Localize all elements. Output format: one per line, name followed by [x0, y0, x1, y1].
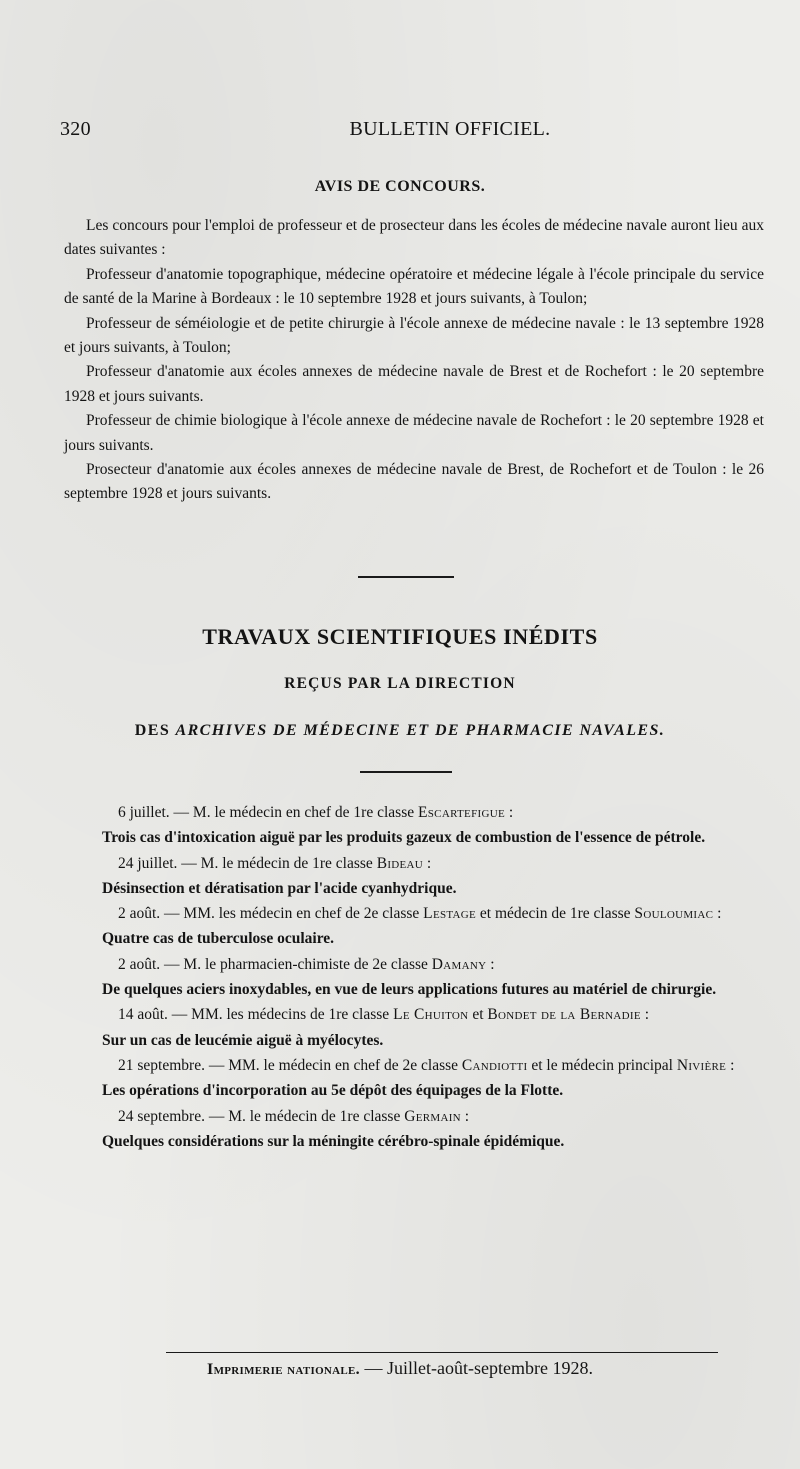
entry-author: Bideau [376, 854, 424, 872]
section-divider [360, 771, 452, 773]
section-subtitle: REÇUS PAR LA DIRECTION [284, 675, 516, 692]
entry-date: 21 septembre. — MM. le médecin en chef de 2e classe [118, 1056, 462, 1074]
entry-date: 6 juillet. — M. le médecin en chef de 1re classe [118, 804, 418, 821]
entries-list [80, 800, 770, 1154]
entry-suffix: : [423, 854, 432, 872]
entry-title: Quelques considérations sur la méningite cérébro-spinale épidémique. [102, 1132, 565, 1150]
notice-paragraph: Professeur de séméiologie et de petite chirurgie à l'école annexe de médecine navale : le 13 septembre 1928 et jours suivants, à Toulon; [64, 314, 764, 357]
entry-heading [80, 1104, 770, 1129]
entry-heading [80, 851, 770, 876]
entry-heading [80, 901, 770, 926]
entry-date: 2 août. — MM. les médecin en chef de 2e classe [118, 905, 424, 923]
notice-paragraph: Professeur de chimie biologique à l'école annexe de médecine navale de Rochefort : le 20 septembre 1928 et jours suivants. [64, 412, 764, 454]
section-divider [358, 576, 454, 578]
running-head [60, 118, 740, 148]
notice-body [64, 214, 764, 507]
notice-paragraph: Les concours pour l'emploi de professeur et de prosecteur dans les écoles de médecine navale auront lieu aux dates suivantes : [64, 217, 764, 259]
entry-suffix: : [504, 804, 514, 821]
entry-suffix: : [460, 1107, 470, 1125]
entry-title: Quatre cas de tuberculose oculaire. [102, 930, 335, 948]
entry-heading [80, 800, 770, 825]
entry-author: Candiotti [461, 1056, 528, 1074]
entry-heading [80, 1053, 770, 1078]
entry-title: Trois cas d'intoxication aiguë par les produits gazeux de combustion de l'essence de pétrole. [102, 829, 706, 847]
notice-paragraph: Prosecteur d'anatomie aux écoles annexes de médecine navale de Brest, de Rochefort et de Toulon : le 26 septembre 1928 et jours suivants. [64, 461, 764, 503]
section-subtitle-journal [0, 722, 800, 740]
entry-suffix: : [726, 1056, 735, 1074]
page-number: 320 [60, 118, 91, 140]
subtitle-prefix: DES [134, 722, 176, 739]
entry-suffix: et médecin de 1re classe [476, 905, 635, 923]
entry-suffix: : [640, 1006, 650, 1024]
entry-author: Nivière [676, 1056, 727, 1074]
entry-author: Bondet de la Bernadie [487, 1006, 641, 1024]
section-title: TRAVAUX SCIENTIFIQUES INÉDITS [202, 624, 598, 649]
imprint-footer [0, 1358, 800, 1379]
entry-date: 24 septembre. — M. le médecin de 1re classe [118, 1107, 405, 1125]
entry-heading [80, 952, 770, 977]
entry-author: Souloumiac [634, 905, 714, 923]
footer-separator: — [360, 1358, 387, 1378]
entry-title: Les opérations d'incorporation au 5e dépôt des équipages de la Flotte. [102, 1082, 564, 1100]
journal-title: BULLETIN OFFICIEL. [349, 118, 551, 140]
notice-title: AVIS DE CONCOURS. [314, 178, 486, 195]
entry-date: 2 août. — M. le pharmacien-chimiste de 2e classe [118, 955, 432, 973]
entry-title: Désinsection et dératisation par l'acide cyanhydrique. [102, 879, 457, 897]
entry-author: Escartefigue [418, 804, 505, 821]
entry-author: Le Chuiton [393, 1006, 469, 1024]
journal-name: ARCHIVES DE MÉDECINE ET DE PHARMACIE NAVALES. [175, 722, 666, 739]
entry-author: Lestage [423, 905, 477, 923]
entry-title: De quelques aciers inoxydables, en vue de leurs applications futures au matériel de chirurgie. [102, 981, 717, 999]
entry-author: Damany [431, 955, 487, 973]
notice-paragraph: Professeur d'anatomie topographique, médecine opératoire et médecine légale à l'école principale du service de santé de la Marine à Bordeaux : le 10 septembre 1928 et jours suivants, à Toulon; [64, 265, 764, 308]
printer-name: Imprimerie nationale. [207, 1361, 360, 1378]
entry-suffix: : [713, 905, 722, 923]
entry-heading [80, 1002, 770, 1027]
footer-date: Juillet-août-septembre 1928. [387, 1358, 593, 1378]
entry-title: Sur un cas de leucémie aiguë à myélocytes. [102, 1031, 384, 1049]
entry-date: 14 août. — MM. les médecins de 1re classe [118, 1006, 394, 1024]
entry-suffix: et [468, 1006, 488, 1024]
footer-rule [166, 1352, 718, 1353]
notice-paragraph: Professeur d'anatomie aux écoles annexes de médecine navale de Brest et de Rochefort : le 20 septembre 1928 et jours suivants. [64, 363, 764, 405]
entry-suffix: : [486, 955, 495, 973]
entry-author: Germain [404, 1107, 461, 1125]
entry-date: 24 juillet. — M. le médecin de 1re classe [118, 854, 377, 872]
entry-suffix: et le médecin principal [527, 1056, 677, 1074]
